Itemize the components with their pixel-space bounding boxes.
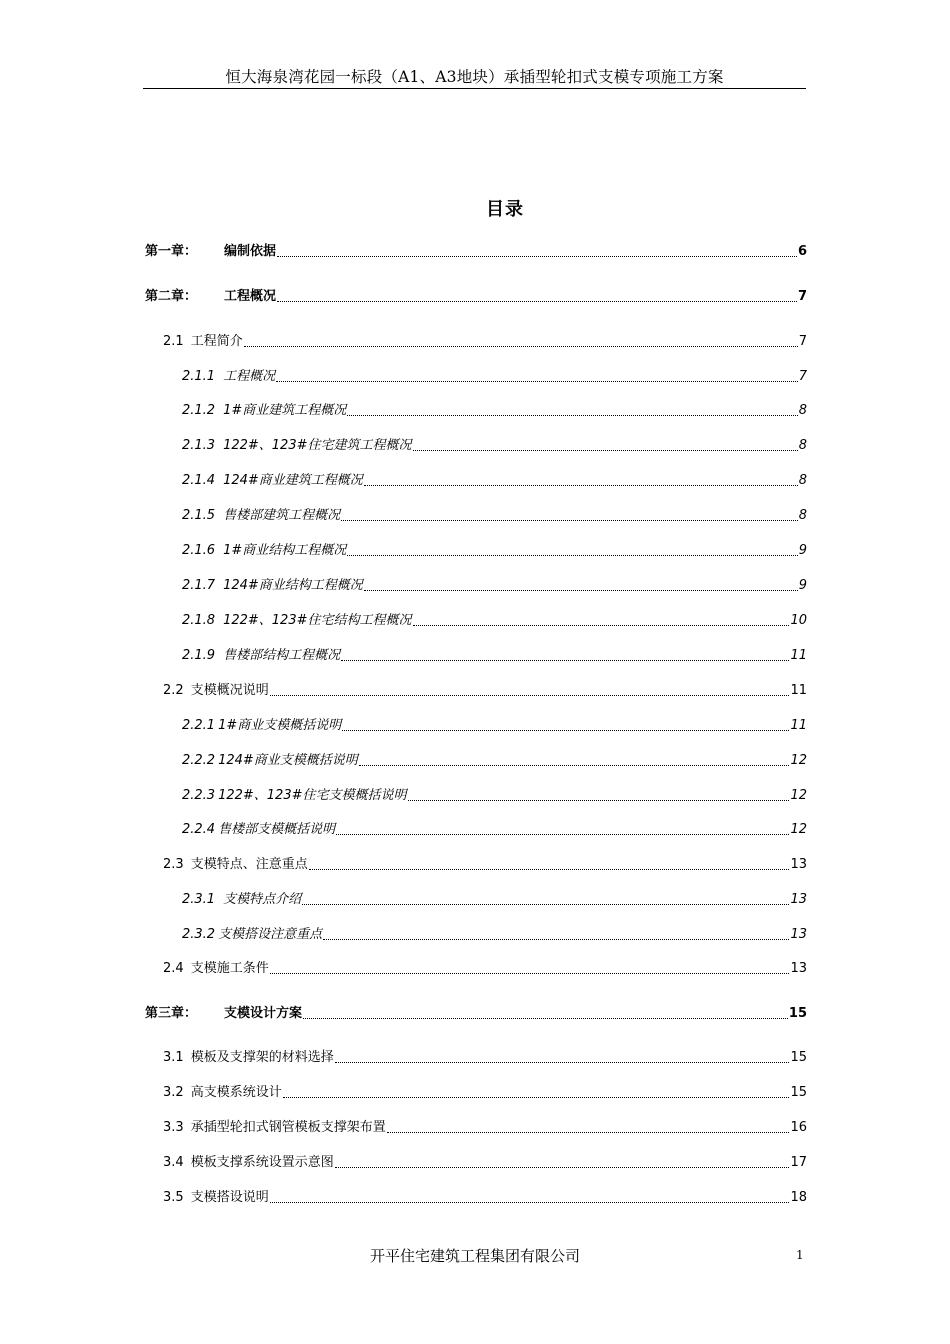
toc-dot-leader [277,291,797,302]
toc-entry[interactable] [145,1004,807,1024]
toc-entry[interactable] [182,436,807,456]
toc-dot-leader [244,336,798,347]
toc-entry[interactable] [182,506,807,526]
toc-entry-title: 工程概况 [223,369,276,384]
toc-entry-title: 工程概况 [224,289,277,304]
toc-dot-leader [335,1157,790,1168]
toc-entry-page: 8 [798,508,807,523]
toc-entry-number: 3.3 [163,1120,184,1135]
toc-entry-page: 12 [790,822,807,837]
toc-entry[interactable] [182,820,807,840]
toc-dot-leader [342,720,789,731]
toc-entry-title: 售楼部建筑工程概况 [223,508,341,523]
toc-dot-leader [303,1008,788,1019]
toc-entry-page: 16 [790,1120,807,1135]
toc-entry-title: 1#商业建筑工程概况 [223,403,347,418]
toc-entry-page: 15 [790,1050,807,1065]
toc-dot-leader [347,405,797,416]
toc-entry-page: 7 [798,369,807,384]
toc-entry-page: 17 [790,1155,807,1170]
toc-entry-page: 9 [798,543,807,558]
toc-entry-page: 6 [797,244,807,259]
toc-entry-page: 8 [798,403,807,418]
toc-entry[interactable] [163,1083,807,1103]
toc-dot-leader [341,510,798,521]
toc-entry-title: 支模设计方案 [224,1006,303,1021]
toc-entry[interactable] [163,1153,807,1173]
toc-entry-title: 支模特点介绍 [223,892,302,907]
toc-entry-page: 13 [790,927,807,942]
toc-dot-leader [364,580,798,591]
toc-entry-title: 售楼部支模概括说明 [218,822,336,837]
toc-entry[interactable] [182,471,807,491]
toc-entry-number: 2.3 [163,857,184,872]
toc-entry-number: 2.1.5 [182,508,216,523]
toc-dot-leader [413,440,798,451]
toc-entry-page: 11 [790,648,807,663]
toc-entry[interactable] [163,855,807,875]
toc-entry-title: 高支模系统设计 [190,1085,282,1100]
toc-entry-title: 1#商业结构工程概况 [223,543,347,558]
toc-entry-number: 2.1 [163,334,184,349]
toc-entry[interactable] [182,646,807,666]
toc-entry-page: 7 [798,334,807,349]
toc-dot-leader [408,790,790,801]
toc-entry-title: 124#商业结构工程概况 [223,578,363,593]
toc-entry-page: 13 [790,892,807,907]
toc-dot-leader [364,475,798,486]
toc-entry-number: 2.1.2 [182,403,216,418]
toc-dot-leader [283,1087,790,1098]
toc-entry-number: 3.4 [163,1155,184,1170]
toc-entry[interactable] [182,890,807,910]
toc-entry-number: 2.1.7 [182,578,216,593]
toc-dot-leader [270,685,790,696]
toc-dot-leader [302,894,789,905]
toc-entry-page: 7 [797,289,807,304]
toc-entry-number: 第一章： [145,244,198,259]
toc-entry[interactable] [182,401,807,421]
toc-dot-leader [277,246,797,257]
toc-entry[interactable] [182,751,807,771]
toc-entry-page: 13 [790,857,807,872]
toc-dot-leader [335,1052,790,1063]
toc-entry[interactable] [145,242,807,262]
toc-dot-leader [309,859,790,870]
toc-entry-page: 13 [790,961,807,976]
toc-dot-leader [387,1122,790,1133]
footer-company: 开平住宅建筑工程集团有限公司 [369,1247,580,1265]
toc-entry-number: 2.2.4 [182,822,216,837]
toc-dot-leader [336,824,789,835]
toc-entry-title: 支模概况说明 [190,683,269,698]
toc-entry[interactable] [182,576,807,596]
footer-page-number: 1 [796,1248,804,1262]
toc-entry[interactable] [163,1118,807,1138]
toc-entry-number: 2.1.4 [182,473,216,488]
toc-entry[interactable] [182,716,807,736]
toc-entry-number: 2.3.2 [182,927,216,942]
toc-dot-leader [413,615,790,626]
toc-entry-title: 模板及支撑架的材料选择 [190,1050,334,1065]
toc-entry-number: 2.2 [163,683,184,698]
toc-entry-number: 2.3.1 [182,892,216,907]
toc-entry-title: 支模特点、注意重点 [190,857,308,872]
toc-entry[interactable] [163,959,807,979]
toc-entry-number: 3.1 [163,1050,184,1065]
toc-entry-number: 2.2.3 [182,788,216,803]
toc-entry-title: 支模搭设注意重点 [218,927,323,942]
toc-dot-leader [347,545,797,556]
toc-entry-number: 3.2 [163,1085,184,1100]
toc-entry-number: 2.2.2 [182,753,216,768]
toc-entry-page: 9 [798,578,807,593]
toc-entry-number: 2.1.3 [182,438,216,453]
page-header: 恒大海泉湾花园一标段（A1、A3地块）承插型轮扣式支模专项施工方案 [143,66,806,89]
toc-entry-title: 124#商业支模概括说明 [218,753,358,768]
toc-dot-leader [270,963,790,974]
toc-entry-title: 122#、123#住宅建筑工程概况 [223,438,412,453]
toc-entry-page: 8 [798,438,807,453]
toc-entry[interactable] [145,287,807,307]
toc-entry[interactable] [182,611,807,631]
toc-entry-title: 支模施工条件 [190,961,269,976]
toc-entry[interactable] [182,786,807,806]
toc-entry-title: 售楼部结构工程概况 [223,648,341,663]
toc-entry-number: 2.1.6 [182,543,216,558]
toc-entry-title: 承插型轮扣式钢管模板支撑架布置 [190,1120,386,1135]
toc-entry-page: 12 [790,753,807,768]
toc-entry-page: 8 [798,473,807,488]
toc-entry-number: 3.5 [163,1190,184,1205]
toc-entry-number: 2.4 [163,961,184,976]
toc-entry[interactable] [163,1048,807,1068]
toc-dot-leader [359,755,790,766]
toc-entry[interactable] [182,367,807,387]
toc-entry-number: 2.1.9 [182,648,216,663]
toc-entry-page: 15 [788,1006,807,1021]
toc-entry[interactable] [182,925,807,945]
toc-title: 目录 [486,199,524,220]
toc-entry-page: 10 [790,613,807,628]
toc-entry[interactable] [182,541,807,561]
toc-dot-leader [341,650,789,661]
toc-entry-title: 编制依据 [224,244,277,259]
toc-entry-page: 18 [790,1190,807,1205]
toc-entry-page: 11 [790,683,807,698]
toc-entry-title: 124#商业建筑工程概况 [223,473,363,488]
toc-entry-number: 第二章： [145,289,198,304]
toc-entry-title: 模板支撑系统设置示意图 [190,1155,334,1170]
toc-entry[interactable] [163,332,807,352]
toc-entry-title: 1#商业支模概括说明 [218,718,342,733]
toc-entry-title: 122#、123#住宅支模概括说明 [218,788,407,803]
toc-entry-number: 2.2.1 [182,718,216,733]
toc-entry-title: 122#、123#住宅结构工程概况 [223,613,412,628]
toc-entry[interactable] [163,681,807,701]
toc-entry[interactable] [163,1188,807,1208]
toc-dot-leader [270,1192,790,1203]
toc-entry-title: 工程简介 [190,334,243,349]
toc-entry-number: 2.1.8 [182,613,216,628]
toc-dot-leader [276,371,798,382]
toc-dot-leader [323,929,789,940]
toc-entry-page: 11 [790,718,807,733]
toc-entry-number: 2.1.1 [182,369,216,384]
toc-entry-page: 12 [790,788,807,803]
toc-entry-title: 支模搭设说明 [190,1190,269,1205]
toc-entry-page: 15 [790,1085,807,1100]
toc-entry-number: 第三章： [145,1006,198,1021]
